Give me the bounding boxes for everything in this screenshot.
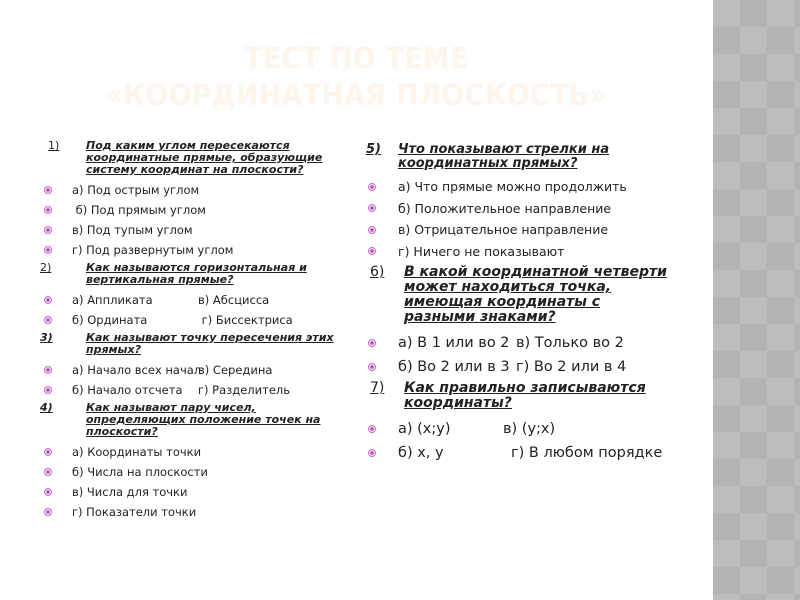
bullet-icon — [44, 186, 52, 194]
question-number: 6) — [370, 264, 385, 280]
question-number: 3) — [40, 331, 53, 344]
question-text: Что показывают стрелки на координатных прямых? — [398, 142, 610, 171]
question-number: 1) — [48, 139, 60, 152]
answer-option: а) (х;у) — [398, 421, 451, 437]
answer-option: в) Только во 2 — [516, 335, 624, 351]
question-text: Как правильно записываются координаты? — [404, 380, 646, 411]
answer-option: б) Положительное направление — [398, 200, 612, 216]
answer-item — [40, 380, 340, 400]
answer-option: а) Начало всех начал — [72, 363, 202, 377]
answer-item — [40, 290, 340, 310]
answer-option: в) Отрицательное направление — [398, 222, 609, 238]
answer-item — [40, 502, 340, 522]
answer-item — [366, 219, 676, 241]
answer-option: в) Середина — [198, 363, 273, 377]
bullet-icon — [368, 183, 376, 191]
answer-option: а) В 1 или во 2 — [398, 335, 510, 351]
answer-option: г) Показатели точки — [72, 505, 197, 519]
answer-option: г) Во 2 или в 4 — [516, 359, 627, 375]
question-text: Как называются горизонтальная и вертикальная прямые? — [86, 261, 307, 286]
answer-option: а) Аппликата — [72, 293, 153, 307]
answer-option: б) Числа на плоскости — [72, 465, 208, 479]
bullet-icon — [44, 448, 52, 456]
question-7 — [366, 381, 676, 411]
decorative-side-panel — [713, 0, 800, 600]
answer-option: б) х, у — [398, 445, 444, 461]
bullet-icon — [44, 226, 52, 234]
answer-option: б) Под прямым углом — [72, 203, 206, 217]
bullet-icon — [44, 246, 52, 254]
question-text: Как называют пару чисел, определяющих положение точек на плоскости? — [86, 401, 321, 438]
bullet-icon — [44, 468, 52, 476]
bullet-icon — [368, 363, 376, 371]
answer-option: г) В любом порядке — [511, 445, 663, 461]
question-text: Под каким углом пересекаются координатные прямые, образующие систему координат на плоскости? — [86, 139, 323, 176]
answer-option: а) Координаты точки — [72, 445, 202, 459]
question-4 — [40, 402, 340, 438]
answer-option: г) Разделитель — [198, 383, 291, 397]
answer-item — [40, 200, 340, 220]
answer-item — [366, 417, 676, 441]
answer-option: б) Во 2 или в 3 — [398, 359, 510, 375]
bullet-icon — [368, 449, 376, 457]
question-3 — [40, 332, 340, 356]
answer-option: в) Числа для точки — [72, 485, 188, 499]
bullet-icon — [44, 488, 52, 496]
question-6 — [366, 265, 676, 325]
bullet-icon — [44, 386, 52, 394]
answer-item — [366, 176, 676, 198]
answer-option: а) Что прямые можно продолжить — [398, 179, 627, 195]
slide-title-line2: «КООРДИНАТНАЯ ПЛОСКОСТЬ» — [105, 78, 608, 112]
right-column — [366, 140, 676, 465]
answer-item — [366, 198, 676, 220]
question-number: 7) — [370, 380, 385, 396]
question-2 — [40, 262, 340, 286]
bullet-icon — [44, 316, 52, 324]
bullet-icon — [368, 204, 376, 212]
answer-option: б) Начало отсчета — [72, 383, 183, 397]
answer-item — [366, 241, 676, 263]
slide-title-line1: ТЕСТ ПО ТЕМЕ — [244, 41, 469, 75]
answer-option: г) Ничего не показывают — [398, 243, 565, 259]
question-number: 5) — [366, 142, 381, 157]
answer-item — [40, 442, 340, 462]
bullet-icon — [44, 508, 52, 516]
answer-item — [40, 310, 340, 330]
answer-item — [366, 355, 676, 379]
answer-option: в) Абсцисса — [198, 293, 270, 307]
bullet-icon — [44, 296, 52, 304]
answer-option: г) Биссектриса — [198, 313, 293, 327]
bullet-icon — [368, 226, 376, 234]
answer-item — [40, 360, 340, 380]
question-number: 2) — [40, 261, 52, 274]
question-text: Как называют точку пересечения этих прямых? — [86, 331, 334, 356]
bullet-icon — [368, 425, 376, 433]
answer-item — [40, 240, 340, 260]
left-column — [40, 140, 340, 522]
answer-item — [40, 220, 340, 240]
answer-item — [366, 331, 676, 355]
answer-item — [40, 482, 340, 502]
answer-item — [40, 462, 340, 482]
question-number: 4) — [40, 401, 53, 414]
answer-option: б) Ордината — [72, 313, 148, 327]
answer-item — [366, 441, 676, 465]
answer-option: в) Под тупым углом — [72, 223, 193, 237]
question-1 — [40, 140, 340, 176]
question-5 — [366, 143, 676, 170]
answer-option: г) Под развернутым углом — [72, 243, 234, 257]
answer-option: а) Под острым углом — [72, 183, 200, 197]
slide-title — [29, 40, 685, 114]
answer-option: в) (у;х) — [503, 421, 556, 437]
bullet-icon — [44, 366, 52, 374]
bullet-icon — [368, 339, 376, 347]
bullet-icon — [44, 206, 52, 214]
answer-item — [40, 180, 340, 200]
question-text: В какой координатной четверти может находиться точка, имеющая координаты с разными знаками? — [404, 264, 667, 325]
bullet-icon — [368, 247, 376, 255]
